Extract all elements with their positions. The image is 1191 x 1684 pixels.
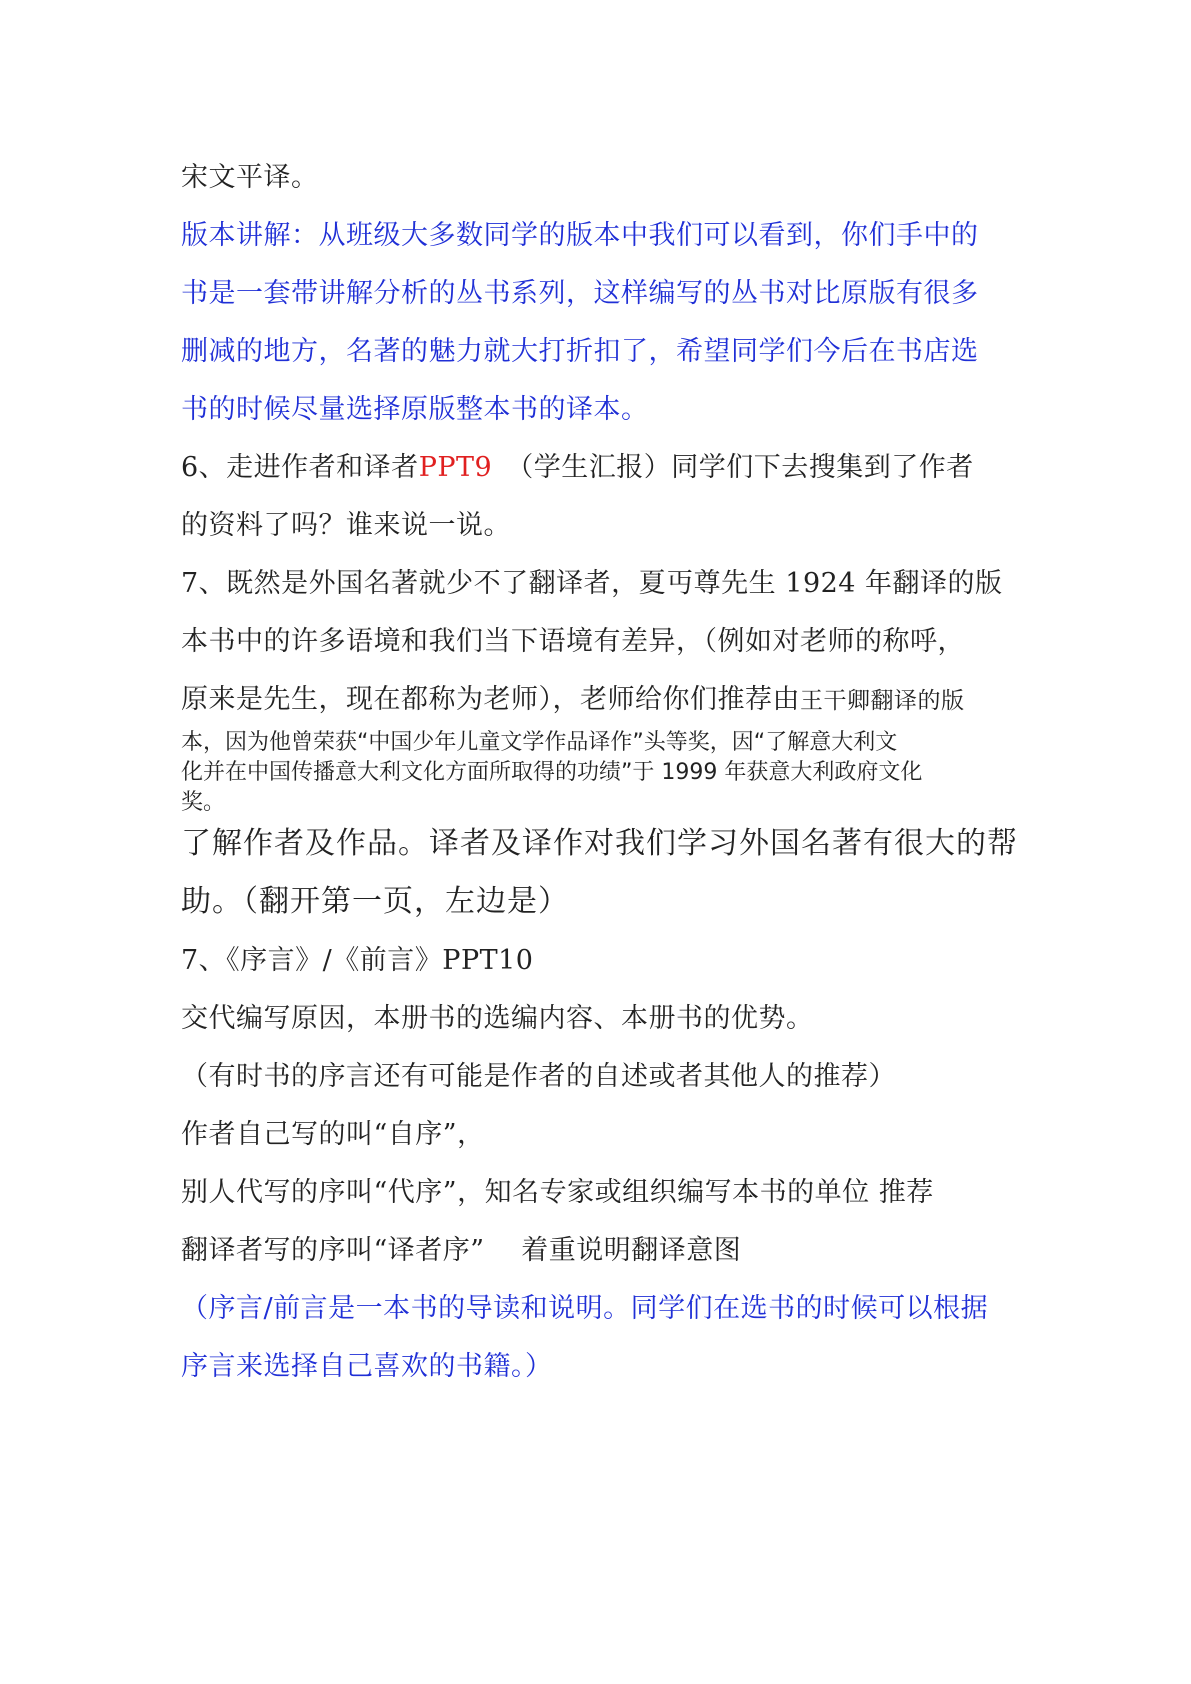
text-segment: 原来是先生，现在都称为老师），老师给你们推荐由 xyxy=(181,684,800,715)
text-segment: 6、走进作者和译者 xyxy=(181,452,419,483)
text-segment: 王干卿翻译的版 xyxy=(800,688,965,714)
text-line: 翻译者写的序叫“译者序” 着重说明翻译意图 xyxy=(181,1235,742,1266)
text-line xyxy=(181,452,1031,484)
text-line: 的资料了吗？谁来说一说。 xyxy=(181,510,511,541)
text-line-small: 本，因为他曾荣获“中国少年儿童文学作品译作”头等奖，因“了解意大利文 xyxy=(181,730,898,755)
text-line-small: 奖。 xyxy=(181,790,226,815)
text-line-blue: 书是一套带讲解分析的丛书系列，这样编写的丛书对比原版有很多 xyxy=(181,278,979,309)
text-line-blue: 序言来选择自己喜欢的书籍。） xyxy=(181,1351,553,1382)
ppt-reference: PPT9 xyxy=(418,452,493,483)
text-line: 作者自己写的叫“自序”， xyxy=(181,1119,485,1150)
text-line-small: 化并在中国传播意大利文化方面所取得的功绩”于 1999 年获意大利政府文化 xyxy=(181,760,923,785)
text-line: 别人代写的序叫“代序”，知名专家或组织编写本书的单位 推荐 xyxy=(181,1177,934,1208)
text-line: 交代编写原因，本册书的选编内容、本册书的优势。 xyxy=(181,1003,814,1034)
text-line-blue: 书的时候尽量选择原版整本书的译本。 xyxy=(181,394,649,425)
text-line-blue: （序言/前言是一本书的导读和说明。同学们在选书的时候可以根据 xyxy=(181,1293,989,1324)
text-line xyxy=(181,684,1031,717)
text-segment: （学生汇报）同学们下去搜集到了作者 xyxy=(492,452,974,483)
text-line: 本书中的许多语境和我们当下语境有差异，（例如对老师的称呼， xyxy=(181,626,965,657)
text-line: （有时书的序言还有可能是作者的自述或者其他人的推荐） xyxy=(181,1061,896,1092)
section-heading: 7、《序言》/《前言》PPT10 xyxy=(181,945,534,976)
text-line-blue: 删减的地方，名著的魅力就大打折扣了，希望同学们今后在书店选 xyxy=(181,336,979,367)
text-line-large: 助。（翻开第一页，左边是） xyxy=(181,884,569,919)
text-line-blue: 版本讲解：从班级大多数同学的版本中我们可以看到，你们手中的 xyxy=(181,220,979,251)
text-line: 7、既然是外国名著就少不了翻译者，夏丏尊先生 1924 年翻译的版 xyxy=(181,568,1003,599)
text-line: 宋文平译。 xyxy=(181,162,319,193)
text-line-large: 了解作者及作品。译者及译作对我们学习外国名著有很大的帮 xyxy=(181,826,1018,861)
